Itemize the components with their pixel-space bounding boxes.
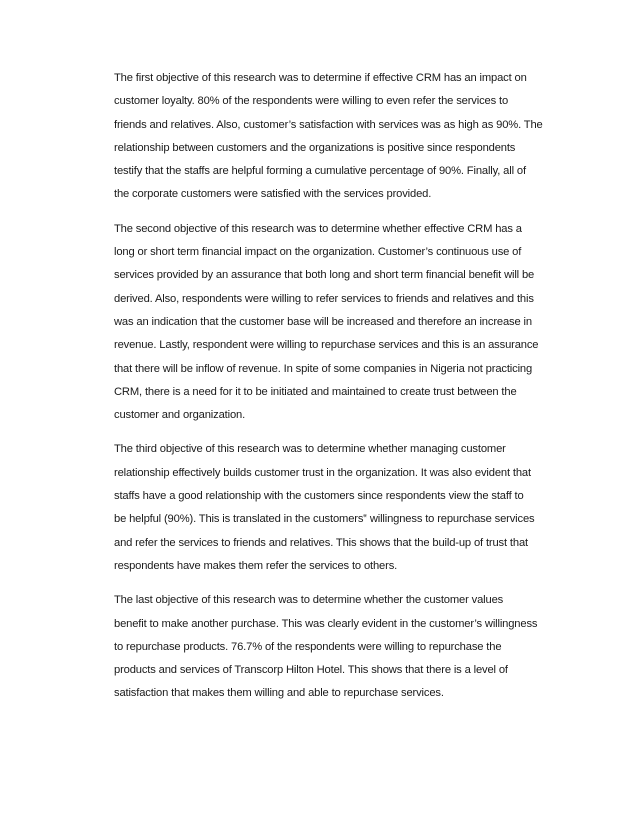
text-line: long or short term financial impact on the organization. Customer’s continuous use of	[114, 246, 522, 259]
text-line: relationship between customers and the organizations is positive since respondents	[114, 141, 516, 154]
text-line: benefit to make another purchase. This was clearly evident in the customer’s willingness	[114, 617, 538, 630]
text-line: customer loyalty. 80% of the respondents were willing to even refer the services to	[114, 95, 509, 108]
text-line: CRM, there is a need for it to be initiated and maintained to create trust between the	[114, 385, 517, 398]
text-line: satisfaction that makes them willing and able to repurchase services.	[114, 687, 444, 700]
text-line: and refer the services to friends and relatives. This shows that the build-up of trust that	[114, 536, 528, 549]
text-line: the corporate customers were satisfied with the services provided.	[114, 188, 432, 201]
paragraph-second-objective	[114, 218, 566, 428]
text-line: products and services of Transcorp Hilton Hotel. This shows that there is a level of	[114, 664, 508, 677]
paragraph-last-objective	[114, 589, 566, 705]
document-body	[114, 67, 566, 717]
text-line: be helpful (90%). This is translated in the customers‟ willingness to repurchase services	[114, 513, 535, 526]
text-line: to repurchase products. 76.7% of the respondents were willing to repurchase the	[114, 640, 502, 653]
text-line: relationship effectively builds customer trust in the organization. It was also evident that	[114, 466, 531, 479]
text-line: revenue. Lastly, respondent were willing to repurchase services and this is an assurance	[114, 339, 539, 352]
paragraph-third-objective	[114, 438, 566, 578]
text-line: customer and organization.	[114, 409, 246, 422]
paragraph-first-objective	[114, 67, 566, 207]
text-line: friends and relatives. Also, customer’s satisfaction with services was as high as 90%. The	[114, 118, 543, 131]
text-line: staffs have a good relationship with the customers since respondents view the staff to	[114, 490, 524, 503]
text-line: testify that the staffs are helpful forming a cumulative percentage of 90%. Finally, all of	[114, 165, 526, 178]
text-line: The third objective of this research was to determine whether managing customer	[114, 443, 506, 456]
text-line: respondents have makes them refer the services to others.	[114, 559, 398, 572]
text-line: The second objective of this research was to determine whether effective CRM has a	[114, 222, 522, 235]
text-line: that there will be inflow of revenue. In spite of some companies in Nigeria not practicing	[114, 362, 533, 375]
text-line: services provided by an assurance that both long and short term financial benefit will be	[114, 269, 535, 282]
text-line: was an indication that the customer base will be increased and therefore an increase in	[114, 315, 532, 328]
text-line: The first objective of this research was to determine if effective CRM has an impact on	[114, 72, 527, 84]
text-line: derived. Also, respondents were willing to refer services to friends and relatives and this	[114, 292, 534, 305]
text-line: The last objective of this research was to determine whether the customer values	[114, 594, 504, 607]
